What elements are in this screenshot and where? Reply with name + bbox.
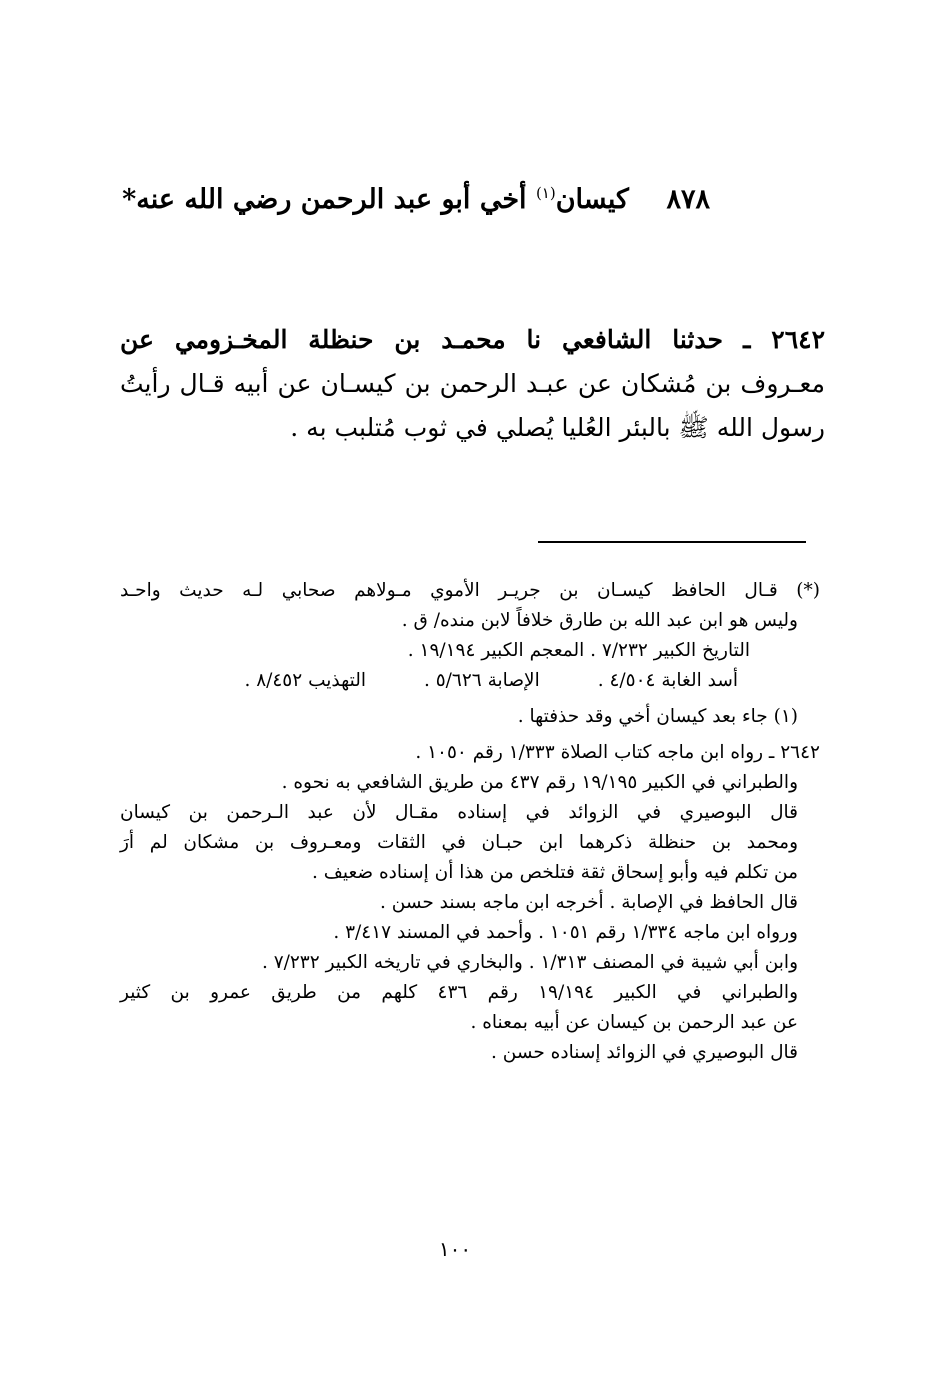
hadith-line-1 [120,318,825,362]
takhrij-line-1: ٢٦٤٢ ـ رواه ابن ماجه كتاب الصلاة ١/٣٣٣ رقم ١٠٥٠ . [415,742,820,763]
hadith-line-3: رسول الله ﷺ بالبئر العُليا يُصلي في ثوب مُتلبب به . [290,413,825,442]
chapter-name-part1: كيسان [555,184,629,215]
star-note-line-3: التاريخ الكبير ٧/٢٣٢ . المعجم الكبير ١٩/١٩٤ . [407,640,750,661]
takhrij-line-5: من تكلم فيه وأبو إسحاق ثقة فتلخص من هذا أن إسناده ضعيف . [311,862,798,883]
ref-alisaba: الإصابة ٥/٦٢٦ . [423,670,540,691]
chapter-name-part2: أخي أبو عبد الرحمن رضي الله عنه* [122,184,527,215]
page-number: ١٠٠ [438,1237,472,1261]
takhrij-line-6: قال الحافظ في الإصابة . أخرجه ابن ماجه بسند حسن . [380,892,798,913]
takhrij-line-8: وابن أبي شيبة في المصنف ١/٣١٣ . والبخاري في تاريخه الكبير ٧/٢٣٢ . [261,952,798,973]
footnotes [120,576,820,1068]
hadith-line-1-text: حدثنا الشافعي نا محمـد بن حنظلة المخـزومي عن [120,325,723,354]
footnote-separator [538,541,806,543]
chapter-title [122,163,710,230]
takhrij-line-7: ورواه ابن ماجه ١/٣٣٤ رقم ١٠٥١ . وأحمد في المسند ٣/٤١٧ . [333,922,798,943]
footnote-ref: (١) [535,184,556,202]
takhrij-line-9: والطبراني في الكبير ١٩/١٩٤ رقم ٤٣٦ كلهم من طريق عمرو بن كثير [120,982,799,1003]
chapter-number: ٨٧٨ [666,184,710,215]
ref-usd-alghaba: أسد الغابة ٤/٥٠٤ . [597,670,738,691]
takhrij-line-2: والطبراني في الكبير ١٩/١٩٥ رقم ٤٣٧ من طريق الشافعي به نحوه . [281,772,798,793]
hadith-line-2: معـروف بن مُشكان عن عبـد الرحمن بن كيسـان عن أبيه قـال رأيتُ [120,369,825,398]
takhrij-line-10: عن عبد الرحمن بن كيسان عن أبيه بمعناه . [470,1012,798,1033]
star-note-line-2: وليس هو ابن عبد الله بن طارق خلافاً لابن منده/ ق . [401,610,798,631]
takhrij-line-3: قال البوصيري في الزوائد في إسناده مقـال لأن عبد الـرحمن بن كيسان [120,802,798,823]
star-note-line-1: (*) قـال الحافظ كيسـان بن جريـر الأموي مـولاهم صحابي لـه حديث واحـد [120,580,820,601]
takhrij-line-4: ومحمد بن حنظلة ذكرهما ابن حبـان في الثقات ومعـروف بن مشكان لم أرَ [120,832,798,853]
star-note-refs [120,666,820,696]
ref-altahdhib: التهذيب ٨/٤٥٢ . [244,670,366,691]
footnote-1: (١) جاء بعد كيسان أخي وقد حذفتها . [517,706,798,727]
takhrij-line-11: قال البوصيري في الزوائد إسناده حسن . [491,1042,798,1063]
hadith-number: ٢٦٤٢ ـ [743,325,826,354]
hadith-text [120,318,825,450]
